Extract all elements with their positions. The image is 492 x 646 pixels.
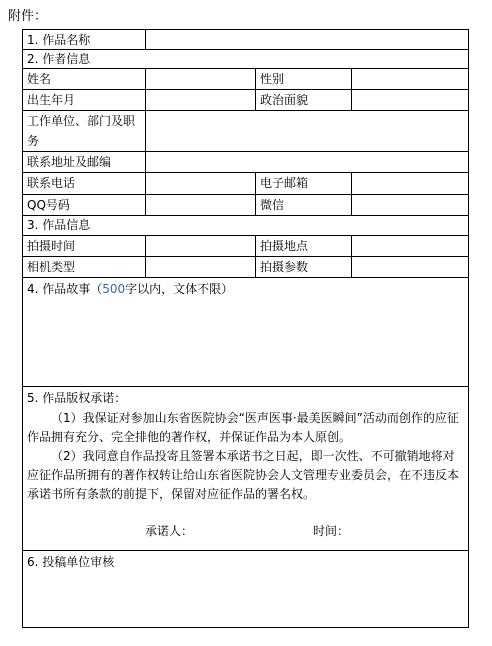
copyright-para-1: （1）我保证对参加山东省医院协会“医声医事·最美医瞬间”活动而创作的应征作品拥有充分、完全排他的著作权，并保证作品为本人原创。 xyxy=(27,411,459,445)
qq-field[interactable] xyxy=(146,194,256,215)
entry-form-table xyxy=(22,29,469,628)
gender-label: 性别 xyxy=(256,69,352,90)
shoot-time-field[interactable] xyxy=(146,235,256,256)
review-section[interactable] xyxy=(23,550,469,627)
review-label: 6. 投稿单位审核 xyxy=(27,554,115,569)
address-label: 联系地址及邮编 xyxy=(23,152,146,173)
address-field[interactable] xyxy=(146,152,469,173)
shoot-params-field[interactable] xyxy=(352,256,469,277)
gender-field[interactable] xyxy=(352,69,469,90)
name-label: 姓名 xyxy=(23,69,146,90)
copyright-para-2: （2）我同意自作品投寄且签署本承诺书之日起，即一次性、不可撤销地将对应征作品所拥有的著作权转让给山东省医院协会人文管理专业委员会，在不违反本承诺书所有条款的前提下，保留对应征作品的署名权。 xyxy=(27,449,460,502)
shoot-place-field[interactable] xyxy=(352,235,469,256)
workplace-label: 工作单位、部门及职务 xyxy=(23,111,146,152)
email-field[interactable] xyxy=(352,173,469,194)
workplace-field[interactable] xyxy=(146,111,469,152)
political-label: 政治面貌 xyxy=(256,90,352,111)
name-field[interactable] xyxy=(146,69,256,90)
phone-field[interactable] xyxy=(146,173,256,194)
story-label: 4. 作品故事（ xyxy=(27,281,103,296)
attachment-label: 附件： xyxy=(8,9,48,24)
story-label-end: 字以内，文体不限） xyxy=(125,281,234,296)
time-label: 时间： xyxy=(313,524,350,539)
camera-field[interactable] xyxy=(146,256,256,277)
copyright-title: 5. 作品版权承诺： xyxy=(27,391,127,406)
promisor-label: 承诺人： xyxy=(145,524,194,539)
birth-field[interactable] xyxy=(146,90,256,111)
story-word-limit: 500 xyxy=(102,281,126,296)
email-label: 电子邮箱 xyxy=(256,173,352,194)
story-section[interactable] xyxy=(23,277,469,386)
shoot-time-label: 拍摄时间 xyxy=(23,235,146,256)
author-info-heading: 2. 作者信息 xyxy=(23,50,469,69)
copyright-section xyxy=(23,387,469,551)
birth-label: 出生年月 xyxy=(23,90,146,111)
work-info-heading: 3. 作品信息 xyxy=(23,215,469,235)
shoot-place-label: 拍摄地点 xyxy=(256,235,352,256)
political-field[interactable] xyxy=(352,90,469,111)
wechat-field[interactable] xyxy=(352,194,469,215)
phone-label: 联系电话 xyxy=(23,173,146,194)
shoot-params-label: 拍摄参数 xyxy=(256,256,352,277)
work-name-label: 1. 作品名称 xyxy=(23,30,146,50)
work-name-field[interactable] xyxy=(146,30,469,50)
qq-label: QQ号码 xyxy=(23,194,146,215)
camera-label: 相机类型 xyxy=(23,256,146,277)
wechat-label: 微信 xyxy=(256,194,352,215)
signature-line xyxy=(27,523,468,543)
